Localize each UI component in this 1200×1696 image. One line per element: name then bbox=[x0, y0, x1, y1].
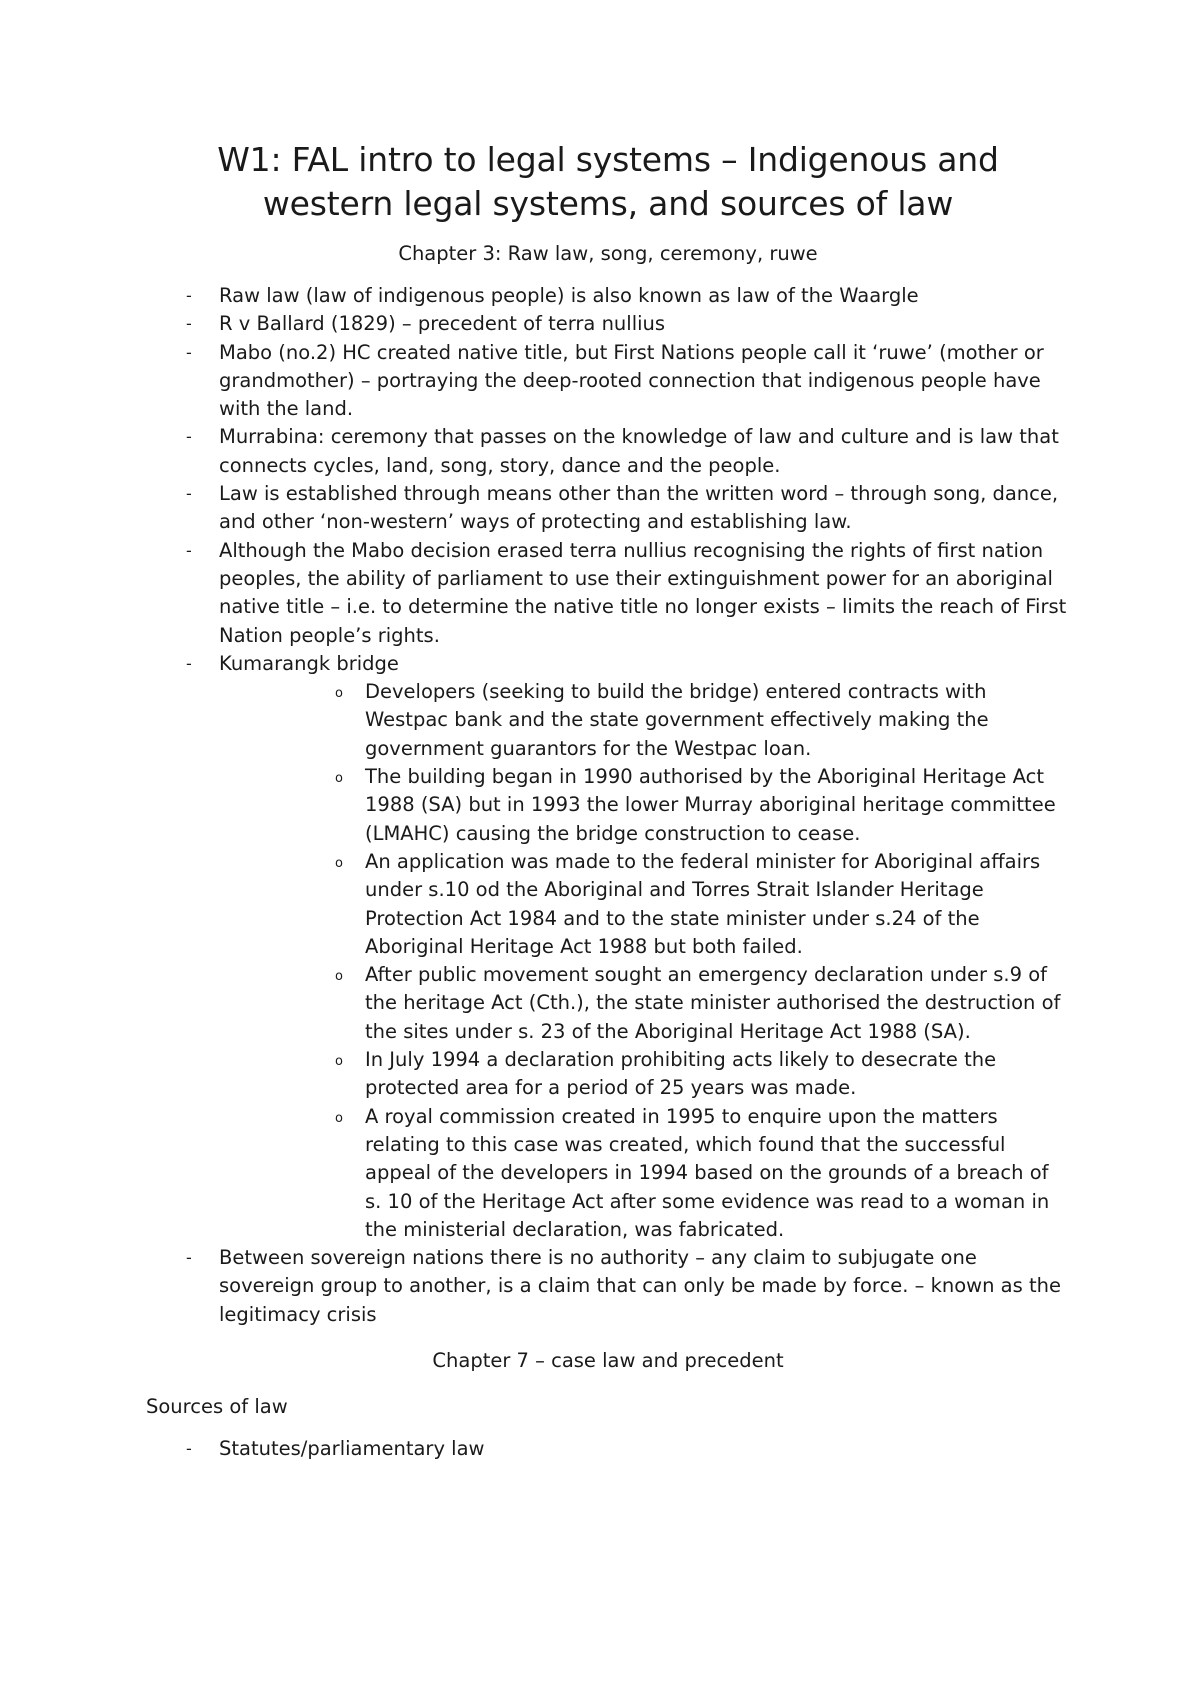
chapter-3-heading: Chapter 3: Raw law, song, ceremony, ruwe bbox=[398, 242, 818, 265]
list-item bbox=[146, 1244, 1070, 1329]
list-item-text: Law is established through means other than the written word – through song, dance, and other ‘non-western’ ways of protecting and establishing law. bbox=[219, 482, 1059, 534]
list-item-text: Although the Mabo decision erased terra nullius recognising the rights of first nation peoples, the ability of parliament to use their extinguishment power for an aboriginal native title – i.e. to determine the native title no longer exists – limits the reach of First Nation people’s rights. bbox=[219, 538, 1067, 647]
dash-marker: - bbox=[186, 342, 192, 362]
circle-bullet-marker: o bbox=[335, 1054, 343, 1070]
sub-list-item-text: Developers (seeking to build the bridge) entered contracts with Westpac bank and the state government effectively making the government guarantors for the Westpac loan. bbox=[365, 680, 989, 760]
chapter-7-heading: Chapter 7 – case law and precedent bbox=[432, 1348, 784, 1372]
list-item-text: Statutes/parliamentary law bbox=[219, 1436, 485, 1460]
sub-list-item bbox=[335, 1103, 1070, 1244]
title-line-2: western legal systems, and sources of law bbox=[262, 184, 954, 223]
dash-marker: - bbox=[186, 540, 192, 560]
list-item bbox=[146, 339, 1070, 424]
kumarangk-sublist bbox=[335, 678, 1070, 1244]
circle-bullet-marker: o bbox=[335, 686, 343, 702]
dash-marker: - bbox=[186, 653, 192, 673]
chapter-3-list-continued bbox=[146, 1244, 1070, 1329]
sub-list-item bbox=[335, 678, 1070, 763]
sub-list-item bbox=[335, 848, 1070, 961]
list-item bbox=[146, 650, 1070, 678]
dash-marker: - bbox=[186, 484, 192, 504]
list-item bbox=[146, 282, 1070, 310]
dash-marker: - bbox=[186, 427, 192, 447]
sub-list-item-text: In July 1994 a declaration prohibiting acts likely to desecrate the protected area for a period of 25 years was made. bbox=[365, 1048, 997, 1100]
list-item bbox=[146, 310, 1070, 338]
document-title bbox=[146, 138, 1070, 226]
dash-marker: - bbox=[186, 314, 192, 334]
list-item bbox=[146, 1435, 1070, 1463]
sub-list-item bbox=[335, 1046, 1070, 1103]
sub-list-item bbox=[335, 763, 1070, 848]
sub-list-item bbox=[335, 961, 1070, 1046]
circle-bullet-marker: o bbox=[335, 1110, 343, 1126]
sources-of-law-label: Sources of law bbox=[146, 1394, 288, 1418]
list-item bbox=[146, 423, 1070, 480]
circle-bullet-marker: o bbox=[335, 855, 343, 871]
list-item bbox=[146, 537, 1070, 650]
list-item-text: Between sovereign nations there is no authority – any claim to subjugate one sovereign group to another, is a claim that can only be made by force. – known as the legitimacy crisis bbox=[219, 1246, 1061, 1326]
list-item-text: Mabo (no.2) HC created native title, but First Nations people call it ‘ruwe’ (mother or grandmother) – portraying the deep-rooted connection that indigenous people have with the land. bbox=[219, 340, 1044, 421]
list-item-text: Raw law (law of indigenous people) is also known as law of the Waargle bbox=[219, 284, 919, 307]
circle-bullet-marker: o bbox=[335, 969, 343, 985]
dash-marker: - bbox=[186, 286, 192, 305]
circle-bullet-marker: o bbox=[335, 771, 343, 787]
sources-list bbox=[146, 1435, 1070, 1463]
title-line-1: W1: FAL intro to legal systems – Indigenous and bbox=[217, 140, 999, 179]
sub-list-item-text: After public movement sought an emergency declaration under s.9 of the heritage Act (Cth.), the state minister authorised the destruction of the sites under s. 23 of the Aboriginal Heritage Act 1988 (SA). bbox=[365, 963, 1061, 1043]
chapter-3-list bbox=[146, 282, 1070, 678]
sub-list-item-text: An application was made to the federal minister for Aboriginal affairs under s.10 od the Aboriginal and Torres Strait Islander Heritage Protection Act 1984 and to the state minister under s.24 of the Aboriginal Heritage Act 1988 but both failed. bbox=[365, 849, 1041, 958]
list-item-text: R v Ballard (1829) – precedent of terra nullius bbox=[219, 312, 666, 336]
list-item-text: Kumarangk bridge bbox=[219, 651, 399, 675]
dash-marker: - bbox=[186, 1438, 192, 1458]
list-item-text: Murrabina: ceremony that passes on the knowledge of law and culture and is law that connects cycles, land, song, story, dance and the people. bbox=[219, 425, 1059, 477]
sub-list-item-text: The building began in 1990 authorised by the Aboriginal Heritage Act 1988 (SA) but in 1993 the lower Murray aboriginal heritage committee (LMAHC) causing the bridge construction to cease. bbox=[365, 765, 1056, 845]
list-item bbox=[146, 480, 1070, 537]
sub-list-item-text: A royal commission created in 1995 to enquire upon the matters relating to this case was created, which found that the successful appeal of the developers in 1994 based on the grounds of a breach of s. 10 of the Heritage Act after some evidence was read to a woman in the ministerial declaration, was fabricated. bbox=[365, 1104, 1050, 1241]
dash-marker: - bbox=[186, 1248, 192, 1268]
